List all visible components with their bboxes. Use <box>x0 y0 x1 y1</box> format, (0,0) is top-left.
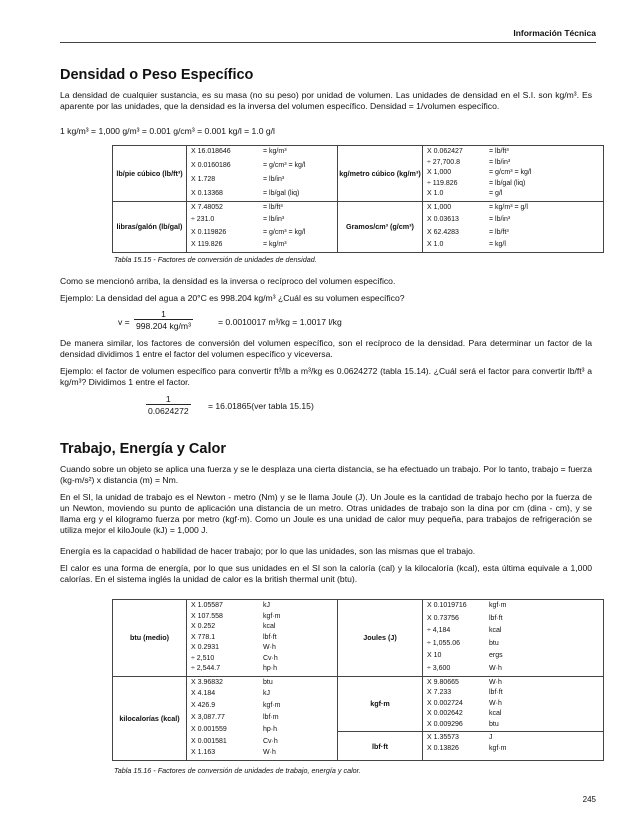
conversion-factor: X 7.48052 <box>191 203 223 211</box>
conversion-factor: X 3,087.77 <box>191 713 225 721</box>
conversion-target-unit: lbf·ft <box>489 689 503 696</box>
conversion-row <box>191 189 333 200</box>
conversion-target-unit: = g/cm³ = kg/l <box>489 169 532 176</box>
formula-2-denominator: 0.0624272 <box>148 406 189 416</box>
conversion-row <box>427 601 599 612</box>
density-factors <box>187 201 338 253</box>
conversion-row <box>427 651 599 662</box>
formula-1-numerator: 1 <box>134 309 193 320</box>
conversion-factor: ÷ 4,184 <box>427 627 451 635</box>
conversion-target-unit: = g/l <box>489 190 503 197</box>
conversion-factor: X 7.233 <box>427 689 452 696</box>
conversion-target-unit: = g/cm³ = kg/l <box>263 162 306 169</box>
conversion-factor: X 4.184 <box>191 690 216 698</box>
energy-factors <box>187 676 338 761</box>
conversion-row <box>191 664 333 675</box>
conversion-target-unit: kgf·m <box>489 744 507 752</box>
conversion-factor: X 62.4283 <box>427 228 459 236</box>
conversion-row <box>191 240 333 251</box>
conversion-target-unit: W·h <box>489 699 502 707</box>
conversion-row <box>427 147 599 158</box>
density-intro: La densidad de cualquier sustancia, es su masa (no su peso) por unidad de volumen. Las unidades de densidad en el S.I. son kg/m³. Es aparente por las unidades, que la densidad es la inversa del volumen específico. Densidad = 1/volumen específico. <box>60 90 592 111</box>
work-paragraph-2: En el SI, la unidad de trabajo es el Newton - metro (Nm) y se le llama Joule (J). Un Joule es la cantidad de trabajo hecho por la fuerza de un Newton, moviendo su punto de aplicación una distancia de un metro. Otras unidades de trabajo son la dina por cm (dina - cm), y se llama erg y el kilogramo fuerza por metro (kgf·m). Como un Joule es una unidad de calor muy pequeña, para trabajos de refrigeración se utiliza mejor el kiloJoule (kJ) = 1,000 J. <box>60 492 592 535</box>
conversion-row <box>191 701 333 712</box>
conversion-target-unit: kJ <box>263 602 270 609</box>
conversion-factor: X 0.73756 <box>427 614 459 622</box>
conversion-row <box>427 639 599 650</box>
conversion-target-unit: ergs <box>489 652 503 660</box>
conversion-factor: X 0.252 <box>191 623 216 630</box>
conversion-row <box>427 699 599 710</box>
energy-table <box>112 599 604 761</box>
conversion-target-unit: = lb/in³ <box>263 176 285 183</box>
conversion-target-unit: J <box>489 734 493 741</box>
density-table <box>112 145 604 253</box>
conversion-factor: X 1.163 <box>191 749 216 757</box>
conversion-factor: X 1,000 <box>427 169 452 176</box>
formula-1-result: = 0.0010017 m³/kg = 1.0017 l/kg <box>218 317 342 327</box>
formula-2-numerator: 1 <box>146 394 191 405</box>
energy-factors <box>423 677 604 732</box>
conversion-row <box>191 713 333 724</box>
conversion-factor: X 1.0 <box>427 190 444 197</box>
conversion-target-unit: hp·h <box>263 725 278 733</box>
formula-2-result: = 16.01865(ver tabla 15.15) <box>208 401 314 411</box>
work-paragraph-4: El calor es una forma de energía, por lo que sus unidades en el SI son la caloría (cal) y la kilocaloría (kcal), esta última equivale a 1,000 calorías. En el sistema inglés la unidad de calor es la british thermal unit (btu). <box>60 563 592 584</box>
conversion-factor: X 9.80665 <box>427 678 459 686</box>
conversion-row <box>191 689 333 700</box>
conversion-target-unit: lbf·ft <box>489 614 503 622</box>
conversion-row <box>191 643 333 654</box>
conversion-row <box>427 215 599 226</box>
conversion-target-unit: W·h <box>489 678 502 686</box>
conversion-row <box>427 733 599 744</box>
conversion-factor: X 10 <box>427 652 442 660</box>
conversion-factor: X 16.018646 <box>191 148 231 155</box>
conversion-target-unit: = lb/gal (liq) <box>489 179 526 187</box>
section-title-density: Densidad o Peso Específico <box>60 67 254 83</box>
conversion-row <box>427 626 599 637</box>
conversion-factor: ÷ 1,055.06 <box>427 639 461 647</box>
conversion-target-unit: = lb/ft³ <box>489 228 509 236</box>
conversion-target-unit: = lb/ft³ <box>489 148 509 155</box>
conversion-row <box>191 161 333 172</box>
conversion-factor: X 0.001581 <box>191 737 227 745</box>
density-factors <box>423 146 604 202</box>
conversion-row <box>427 709 599 720</box>
conversion-factor: X 0.13826 <box>427 744 459 752</box>
conversion-factor: X 0.1019716 <box>427 602 467 609</box>
conversion-target-unit: kgf·m <box>489 602 507 609</box>
section-title-work-energy: Trabajo, Energía y Calor <box>60 441 226 457</box>
conversion-row <box>427 189 599 200</box>
conversion-factor: X 0.119826 <box>191 228 227 236</box>
conversion-target-unit: = lb/in³ <box>489 216 511 224</box>
energy-unit: btu (medio) <box>113 600 187 677</box>
conversion-factor: ÷ 3,600 <box>427 664 451 672</box>
conversion-target-unit: = lb/gal (liq) <box>263 190 300 197</box>
conversion-row <box>427 228 599 239</box>
conversion-row <box>191 601 333 612</box>
conversion-factor: ÷ 231.0 <box>191 216 215 224</box>
header-rule <box>60 42 596 43</box>
conversion-factor: X 1.0 <box>427 241 444 249</box>
formula-1-denominator: 998.204 kg/m³ <box>136 321 191 331</box>
conversion-target-unit: kcal <box>263 623 276 630</box>
conversion-target-unit: = lb/ft³ <box>263 203 283 211</box>
density-unit: Gramos/cm³ (g/cm³) <box>338 201 423 253</box>
table-caption-15-16: Tabla 15.16 - Factores de conversión de unidades de trabajo, energía y calor. <box>114 766 361 775</box>
conversion-row <box>191 654 333 665</box>
conversion-factor: X 1.05587 <box>191 602 223 609</box>
conversion-factor: X 1,000 <box>427 203 452 211</box>
density-equivalence: 1 kg/m³ = 1,000 g/m³ = 0.001 g/cm³ = 0.001 kg/l = 1.0 g/l <box>60 126 275 136</box>
conversion-row <box>191 737 333 748</box>
conversion-target-unit: = kg/m³ = g/l <box>489 203 528 211</box>
conversion-target-unit: Cv·h <box>263 654 278 662</box>
formula-2-fraction <box>146 394 191 416</box>
table-caption-15-15: Tabla 15.15 - Factores de conversión de unidades de densidad. <box>114 255 317 264</box>
conversion-factor: X 0.009296 <box>427 720 463 728</box>
conversion-row <box>191 748 333 759</box>
density-unit: lb/pie cúbico (lb/ft³) <box>113 146 187 202</box>
conversion-target-unit: btu <box>263 678 273 686</box>
conversion-factor: X 426.9 <box>191 702 216 710</box>
density-unit: libras/galón (lb/gal) <box>113 201 187 253</box>
density-factors <box>187 146 338 202</box>
conversion-row <box>191 622 333 633</box>
energy-unit: lbf·ft <box>338 732 423 761</box>
conversion-row <box>427 168 599 179</box>
energy-right-nested <box>338 676 604 761</box>
conversion-row <box>191 203 333 214</box>
density-paragraph-2: Como se mencionó arriba, la densidad es la inversa o recíproco del volumen específico. <box>60 276 396 286</box>
density-unit: kg/metro cúbico (kg/m³) <box>338 146 423 202</box>
formula-1-fraction <box>134 309 193 331</box>
conversion-row <box>427 179 599 190</box>
conversion-target-unit: = lb/in³ <box>263 216 285 224</box>
conversion-factor: X 119.826 <box>191 241 223 249</box>
conversion-target-unit: Cv·h <box>263 737 278 745</box>
conversion-target-unit: kJ <box>263 690 270 698</box>
example-1: Ejemplo: La densidad del agua a 20°C es 998.204 kg/m³ ¿Cuál es su volumen específico? <box>60 293 405 303</box>
conversion-row <box>191 725 333 736</box>
conversion-target-unit: W·h <box>263 749 276 757</box>
conversion-row <box>427 158 599 169</box>
conversion-row <box>427 744 599 755</box>
density-factors <box>423 201 604 253</box>
conversion-factor: X 107.558 <box>191 612 223 620</box>
conversion-row <box>427 614 599 625</box>
conversion-row <box>191 612 333 623</box>
conversion-target-unit: kcal <box>489 627 502 635</box>
conversion-target-unit: W·h <box>489 664 502 672</box>
conversion-target-unit: = lb/in³ <box>489 158 511 166</box>
conversion-factor: X 0.001559 <box>191 725 227 733</box>
conversion-factor: X 0.0160186 <box>191 162 231 169</box>
conversion-factor: X 0.2931 <box>191 644 220 651</box>
conversion-target-unit: W·h <box>263 644 276 651</box>
energy-factors <box>187 600 338 677</box>
conversion-row <box>427 720 599 731</box>
conversion-target-unit: btu <box>489 720 499 728</box>
running-header: Información Técnica <box>513 28 596 38</box>
conversion-row <box>191 147 333 158</box>
conversion-target-unit: btu <box>489 639 499 647</box>
conversion-target-unit: kgf·m <box>263 702 281 710</box>
density-paragraph-3: De manera similar, los factores de conversión del volumen específico, son el recíproco de la densidad. Para determinar un factor de la densidad dividimos 1 entre el factor del volumen específico y viceversa. <box>60 338 592 359</box>
conversion-target-unit: lbf·ft <box>263 633 277 641</box>
conversion-target-unit: = kg/m³ <box>263 148 287 155</box>
conversion-target-unit: hp·h <box>263 665 278 672</box>
conversion-factor: X 0.002724 <box>427 699 463 707</box>
conversion-target-unit: = kg/l <box>489 241 506 249</box>
conversion-factor: ÷ 2,510 <box>191 654 215 662</box>
conversion-row <box>427 678 599 689</box>
conversion-row <box>427 203 599 214</box>
conversion-row <box>191 228 333 239</box>
conversion-row <box>427 664 599 675</box>
conversion-factor: ÷ 119.826 <box>427 179 458 187</box>
formula-1-lhs: v = <box>118 317 130 327</box>
conversion-factor: ÷ 27,700.8 <box>427 158 461 166</box>
conversion-row <box>191 633 333 644</box>
energy-unit: kgf·m <box>338 677 423 732</box>
conversion-factor: X 0.13368 <box>191 190 223 197</box>
conversion-factor: X 0.03613 <box>427 216 459 224</box>
conversion-factor: ÷ 2,544.7 <box>191 665 221 672</box>
conversion-row <box>191 215 333 226</box>
conversion-factor: X 3.96832 <box>191 678 223 686</box>
conversion-target-unit: = g/cm³ = kg/l <box>263 228 306 236</box>
conversion-target-unit: kgf·m <box>263 612 281 620</box>
work-paragraph-3: Energía es la capacidad o habilidad de hacer trabajo; por lo que las unidades, son las mismas que el trabajo. <box>60 546 476 556</box>
conversion-factor: X 1.35573 <box>427 734 459 741</box>
conversion-row <box>191 678 333 689</box>
conversion-target-unit: kcal <box>489 710 502 717</box>
conversion-row <box>191 175 333 186</box>
energy-unit: Joules (J) <box>338 600 423 677</box>
energy-factors <box>423 732 604 761</box>
conversion-factor: X 0.002642 <box>427 710 463 717</box>
conversion-target-unit: lbf·m <box>263 713 279 721</box>
energy-factors <box>423 600 604 677</box>
energy-unit: kilocalorías (kcal) <box>113 676 187 761</box>
example-2: Ejemplo: el factor de volumen específico para convertir ft³/lb a m³/kg es 0.0624272 (tabla 15.14). ¿Cuál será el factor para convertir lb/ft³ a kg/m³? Dividimos 1 entre el factor. <box>60 366 592 387</box>
conversion-row <box>427 688 599 699</box>
work-paragraph-1: Cuando sobre un objeto se aplica una fuerza y se le desplaza una cierta distancia, se ha efectuado un trabajo. Por lo tanto, trabajo = fuerza (kg-m/s²) x distancia (m) = Nm. <box>60 464 592 485</box>
conversion-target-unit: = kg/m³ <box>263 241 287 249</box>
conversion-factor: X 0.062427 <box>427 148 463 155</box>
conversion-factor: X 1.728 <box>191 176 216 183</box>
page-number: 245 <box>582 795 596 804</box>
conversion-factor: X 778.1 <box>191 633 216 641</box>
conversion-row <box>427 240 599 251</box>
